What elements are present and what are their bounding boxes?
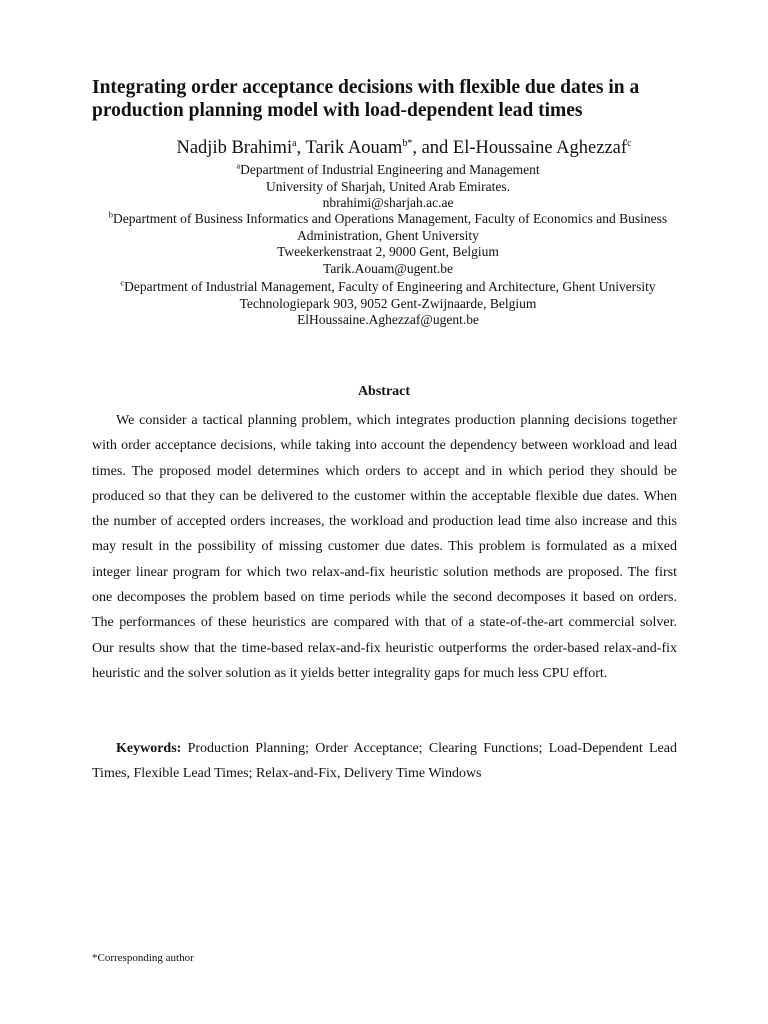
author-separator: , and — [412, 138, 453, 158]
affiliation-line — [92, 162, 684, 179]
affiliation-line: Technologiepark 903, 9052 Gent-Zwijnaarde, Belgium — [239, 295, 537, 311]
affiliation-department: Department of Industrial Management, Faculty of Engineering and Architecture, Ghent University — [124, 279, 656, 294]
affiliation-email: nbrahimi@sharjah.ac.ae — [322, 195, 454, 210]
keywords-label: Keywords: — [116, 741, 182, 756]
affiliation-department: Department of Business Informatics and Operations Management, Faculty of Economics and Business Administration, Ghent University — [113, 211, 668, 243]
paper-title: Integrating order acceptance decisions with flexible due dates in a production planning model with load-dependent lead times — [92, 77, 640, 121]
affiliation-email: ElHoussaine.Aghezzaf@ugent.be — [297, 312, 479, 327]
author-separator: , — [296, 138, 306, 158]
author-affiliation-marker: a — [292, 137, 297, 149]
affiliation-c — [92, 279, 684, 329]
affiliation-email: Tarik.Aouam@ugent.be — [323, 260, 453, 276]
corresponding-author-footnote: *Corresponding author — [92, 952, 194, 964]
author-name: Nadjib Brahimi — [176, 138, 293, 158]
affiliation-marker: c — [120, 277, 125, 288]
abstract-heading: Abstract — [357, 384, 411, 399]
keywords-text: Production Planning; Order Acceptance; Clearing Functions; Load-Dependent Lead Times, Flexible Lead Times; Relax-and-Fix, Delivery Time Windows — [92, 741, 677, 782]
keywords-paragraph — [92, 736, 677, 787]
author-affiliation-marker: c — [627, 137, 632, 149]
affiliation-line: University of Sharjah, United Arab Emirates. — [265, 178, 511, 194]
affiliation-line — [92, 279, 684, 296]
affiliation-department: Department of Industrial Engineering and Management — [240, 162, 540, 177]
affiliation-line — [92, 211, 684, 244]
affiliation-marker: a — [236, 160, 241, 171]
affiliation-line: Tweekerkenstraat 2, 9000 Gent, Belgium — [277, 244, 499, 259]
abstract-text: We consider a tactical planning problem, which integrates production planning decisions together with order acceptance decisions, while taking into account the dependency between workload and lead times. The proposed model determines which orders to accept and in which period they should be produced so that they can be delivered to the customer within the acceptable flexible due dates. When the number of accepted orders increases, the workload and production lead time also increase and this may result in the possibility of missing customer due dates. This problem is formulated as a mixed integer linear program for which two relax-and-fix heuristic solution methods are proposed. The first one decomposes the problem based on time periods while the second decomposes it based on orders. The performances of these heuristics are compared with that of a state-of-the-art commercial solver. Our results show that the time-based relax-and-fix heuristic outperforms the order-based relax-and-fix heuristic and the solver solution as it yields better integrality gaps for much less CPU effort. — [92, 413, 677, 681]
author-name: Tarik Aouam — [305, 138, 403, 158]
affiliation-marker: b — [108, 209, 114, 220]
affiliation-b — [92, 211, 684, 277]
author-name: El-Houssaine Aghezzaf — [452, 138, 628, 158]
author-affiliation-marker: b* — [402, 137, 413, 149]
author-list — [0, 137, 768, 159]
affiliation-a — [92, 162, 684, 212]
